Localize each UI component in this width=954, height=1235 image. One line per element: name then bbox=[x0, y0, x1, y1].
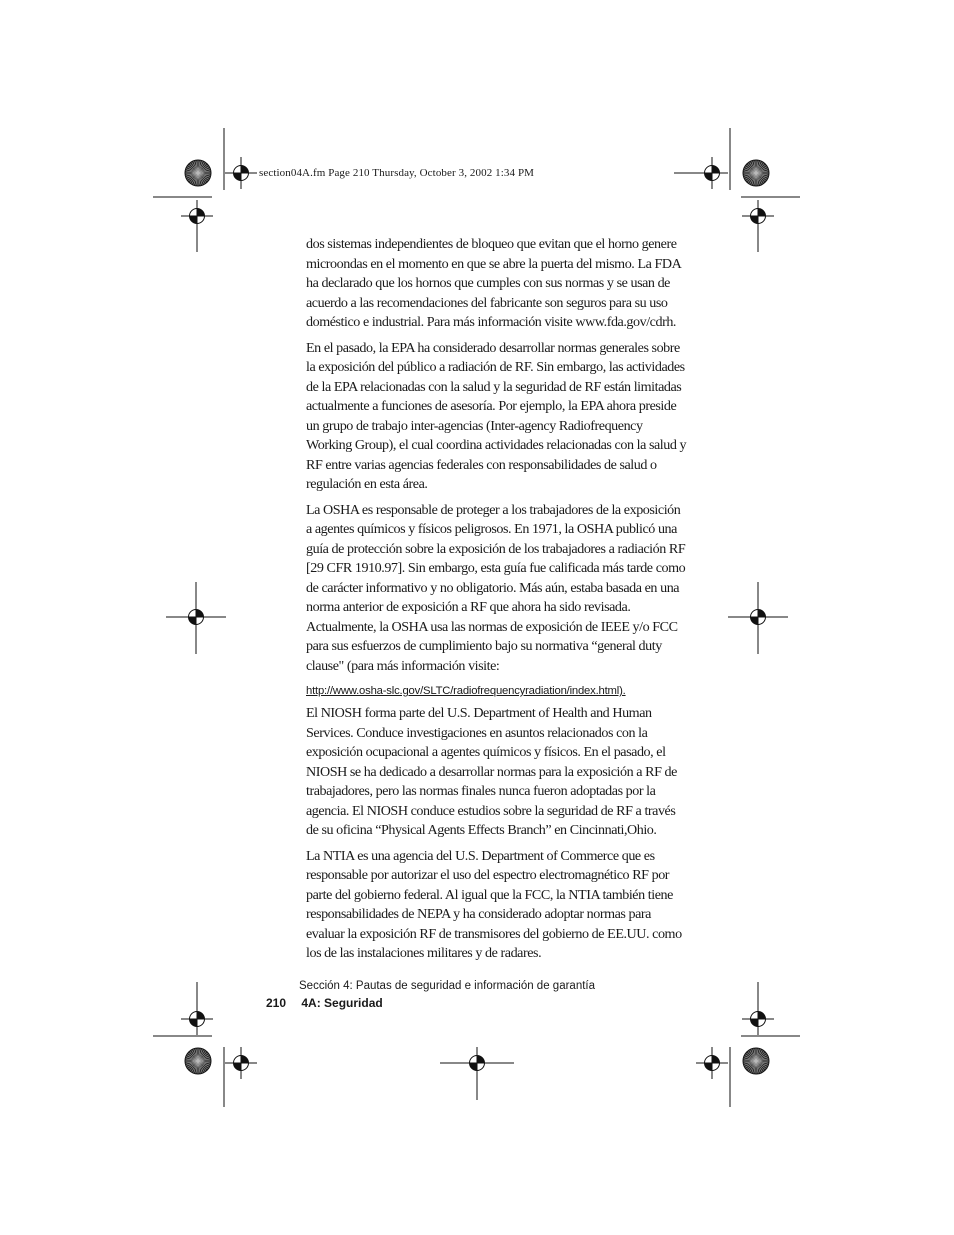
crosshair-registration-mark-icon bbox=[696, 1047, 728, 1079]
radial-star-target-icon bbox=[185, 160, 211, 186]
radial-star-target-icon bbox=[743, 160, 769, 186]
paragraph-fda: dos sistemas independientes de bloqueo que evitan que el horno genere microondas en el momento en que se abre la puerta del mismo. La FDA ha declarado que los hornos que cumples con sus normas y se usan de acuerdo a las recomendaciones del fabricante son seguros para su uso doméstico e industrial. Para más información visite www.fda.gov/cdrh. bbox=[306, 236, 681, 330]
paragraph-epa: En el pasado, la EPA ha considerado desarrollar normas generales sobre la exposición del público a radiación de RF. Sin embargo, las actividades de la EPA relacionadas con la salud y la seguridad de RF están limitadas actualmente a funciones de asesoría. Por ejemplo, la EPA ahora preside un grupo de trabajo inter-agencias (Inter-agency Radiofrequency Working Group), el cual coordina actividades relacionadas con la salud y RF entre varias agencias federales con responsabilidades de salud o regulación en esta área. bbox=[306, 339, 687, 492]
radial-star-target-icon bbox=[743, 1048, 769, 1074]
body-text bbox=[306, 235, 688, 970]
crosshair-registration-mark-icon bbox=[225, 157, 257, 189]
footer-section-title: Sección 4: Pautas de seguridad e información de garantía bbox=[299, 980, 595, 992]
chapter-title: 4A: Seguridad bbox=[301, 996, 383, 1010]
paragraph-osha: La OSHA es responsable de proteger a los trabajadores de la exposición a agentes químicos y físicos peligrosos. En 1971, la OSHA publicó una guía de protección sobre la exposición de los trabajadores a radiación RF [29 CFR 1910.97]. Sin embargo, esta guía fue calificada más tarde como de carácter informativo y no obligatorio. Más aún, estaba basada en una norma anterior de exposición a RF que ahora ha sido revisada. Actualmente, la OSHA usa las normas de exposición de IEEE y/o FCC para sus esfuerzos de cumplimiento bajo su normativa “general duty clause" (para más información visite: bbox=[306, 501, 686, 674]
page-number: 210 bbox=[266, 996, 287, 1010]
crosshair-registration-mark-icon bbox=[696, 157, 728, 189]
osha-url-link[interactable]: http://www.osha-slc.gov/SLTC/radiofrequencyradiation/index.html). bbox=[306, 685, 626, 697]
crosshair-registration-mark-icon bbox=[225, 1047, 257, 1079]
paragraph-niosh: El NIOSH forma parte del U.S. Department of Health and Human Services. Conduce investigaciones en asuntos relacionados con la exposición ocupacional a agentes químicos y físicos. En el pasado, el NIOSH se ha dedicado a desarrollar normas para la exposición a RF de trabajadores, pero las normas finales nunca fueron adoptadas por la agencia. El NIOSH conduce estudios sobre la seguridad de RF a través de su oficina “Physical Agents Effects Branch” en Cincinnati,Ohio. bbox=[306, 705, 677, 838]
print-header-file-info: section04A.fm Page 210 Thursday, October 3, 2002 1:34 PM bbox=[259, 167, 535, 179]
paragraph-ntia: La NTIA es una agencia del U.S. Department of Commerce que es responsable por autorizar el uso del espectro electromagnético RF por parte del gobierno federal. Al igual que la FCC, la NTIA también tiene responsabilidades de NEPA y ha considerado adoptar normas para evaluar la exposición RF de transmisores del gobierno de EE.UU. como los de las instalaciones militares y de radares. bbox=[306, 847, 682, 961]
footer-page-label bbox=[266, 996, 383, 1010]
radial-star-target-icon bbox=[185, 1048, 211, 1074]
